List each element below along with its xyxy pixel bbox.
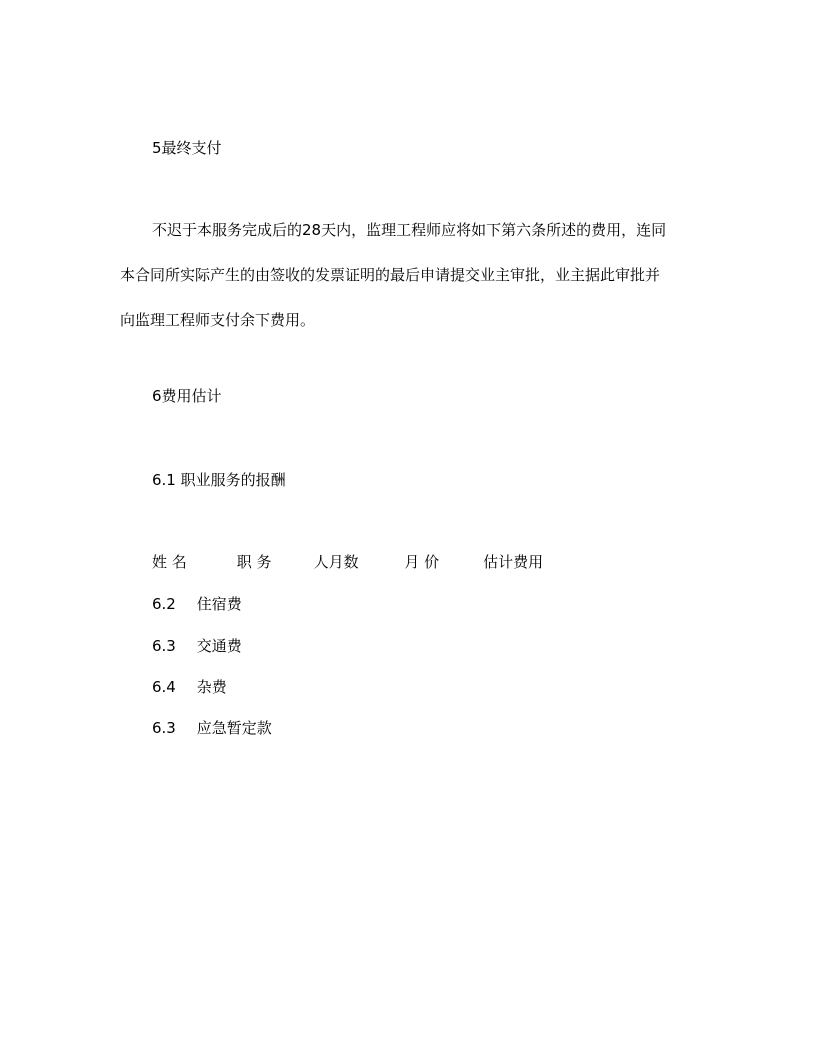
header-position: 职 务	[236, 553, 272, 571]
section-5-heading: 5最终支付	[152, 139, 222, 157]
list-item	[152, 636, 242, 656]
section-5-paragraph	[120, 208, 700, 343]
section-6-1-subheading: 6.1 职业服务的报酬	[152, 471, 286, 489]
list-item	[152, 594, 242, 614]
section-6-heading: 6费用估计	[152, 387, 222, 405]
item-number: 6.2	[152, 595, 176, 613]
paragraph-line: 向监理工程师支付余下费用。	[120, 311, 316, 329]
item-number: 6.3	[152, 637, 176, 655]
paragraph-line: 不迟于本服务完成后的28天内，监理工程师应将如下第六条所述的费用，连同	[152, 221, 667, 239]
item-label: 交通费	[196, 637, 242, 655]
item-label: 应急暂定款	[196, 719, 272, 737]
header-name: 姓 名	[152, 553, 187, 571]
item-number: 6.3	[152, 719, 176, 737]
paragraph-line: 本合同所实际产生的由签收的发票证明的最后申请提交业主审批，业主据此审批并	[120, 266, 661, 284]
fee-table-header	[152, 552, 543, 572]
header-person-months: 人月数	[313, 553, 359, 571]
item-label: 杂费	[196, 678, 227, 696]
list-item	[152, 677, 227, 697]
header-estimated-cost: 估计费用	[483, 553, 544, 571]
item-number: 6.4	[152, 678, 176, 696]
list-item	[152, 718, 272, 738]
item-label: 住宿费	[196, 595, 242, 613]
header-monthly-rate: 月 价	[404, 553, 440, 571]
